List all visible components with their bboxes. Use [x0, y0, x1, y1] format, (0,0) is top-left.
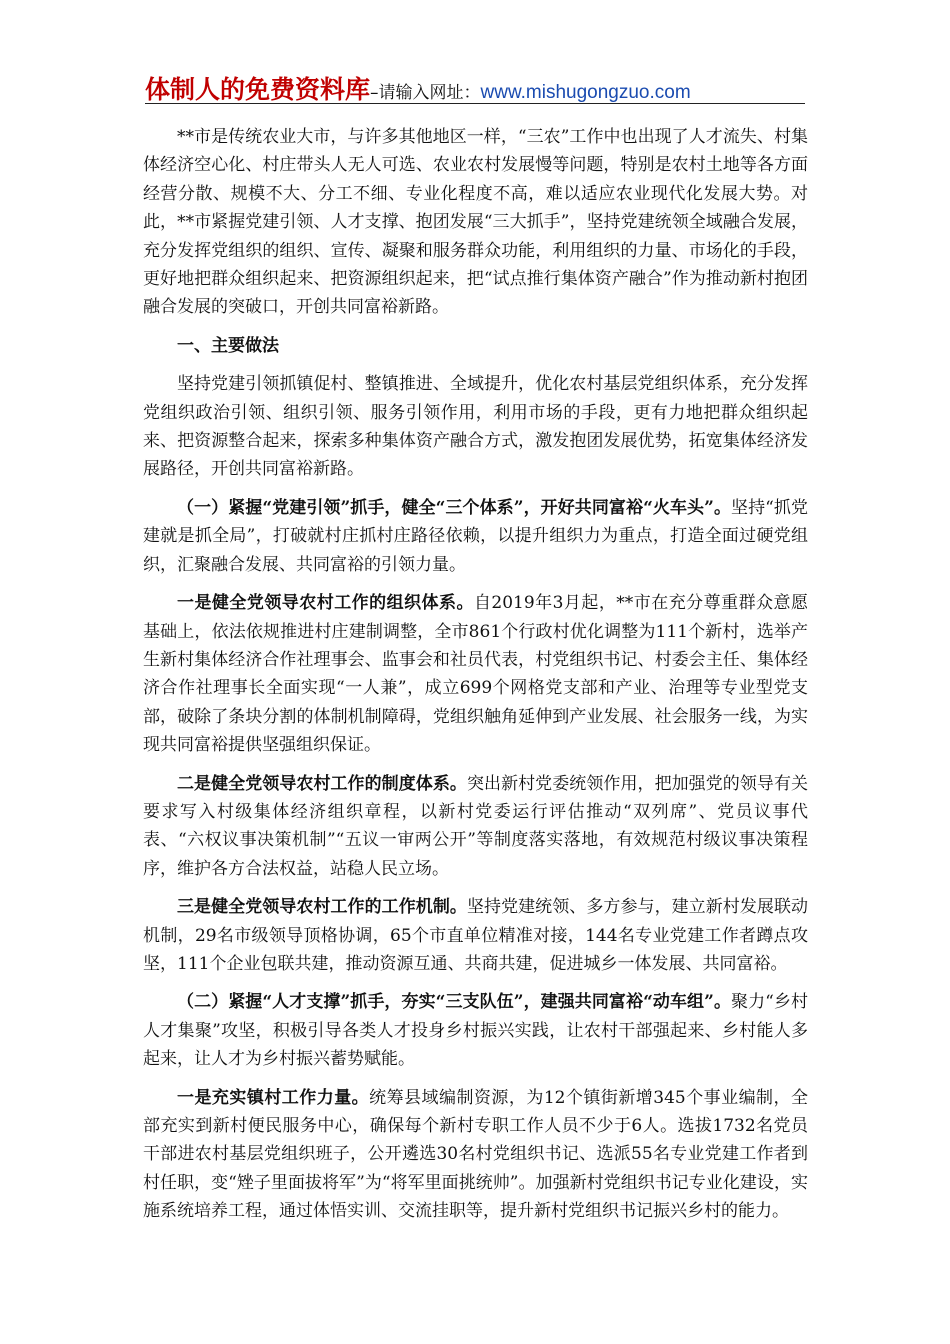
- subsection-1-body: 坚持“抓党建就是抓全局”，打破就村庄抓村庄路径依赖，以提升组织力为重点，打造全面过硬党组织，汇聚融合发展、共同富裕的引领力量。: [143, 497, 808, 575]
- header-prompt: –请输入网址：: [370, 83, 481, 103]
- subsection-2a-body: 统筹县域编制资源，为12个镇街新增345个事业编制，全部充实到新村便民服务中心，确保每个新村专职工作人员不少于6人。选拔1732名党员干部进农村基层党组织班子，公开遴选30名村党组织书记、选派55名专业党建工作者到村任职，变“矬子里面拔将军”为“将军里面挑统帅”。加强新村党组织书记专业化建设，实施系统培养工程，通过体悟实训、交流挂职等，提升新村党组织书记振兴乡村的能力。: [143, 1087, 808, 1222]
- subsection-1-paragraph: [143, 494, 808, 579]
- subsection-1a-title: 一是健全党领导农村工作的组织体系。: [177, 593, 474, 614]
- subsection-2a-title: 一是充实镇村工作力量。: [177, 1087, 370, 1108]
- subsection-1c-paragraph: [143, 893, 808, 978]
- subsection-1b-title: 二是健全党领导农村工作的制度体系。: [177, 773, 467, 794]
- subsection-1a-paragraph: [143, 589, 808, 759]
- subsection-1c-body: 坚持党建统领、多方参与，建立新村发展联动机制，29名市级领导顶格协调，65个市直单位精准对接，144名专业党建工作者蹲点攻坚，111个企业包联共建，推动资源互通、共商共建，促进城乡一体发展、共同富裕。: [143, 897, 809, 974]
- subsection-2-title: （二）紧握“人才支撑”抓手，夯实“三支队伍”，建强共同富裕“动车组”。: [177, 992, 732, 1013]
- subsection-1b-paragraph: [143, 770, 808, 884]
- document-body: [143, 123, 808, 1226]
- subsection-1c-title: 三是健全党领导农村工作的工作机制。: [177, 897, 467, 918]
- subsection-2a-paragraph: [143, 1084, 808, 1226]
- subsection-1a-body: 自2019年3月起，**市在充分尊重群众意愿基础上，依法依规推进村庄建制调整，全市861个行政村优化调整为111个新村，选举产生新村集体经济合作社理事会、监事会和社员代表，村党组织书记、村委会主任、集体经济合作社理事长全面实现“一人兼”，成立699个网格党支部和产业、治理等专业型党支部，破除了条块分割的体制机制障碍，党组织触角延伸到产业发展、社会服务一线，为实现共同富裕提供坚强组织保证。: [143, 593, 808, 756]
- header-url-link[interactable]: www.mishugongzuo.com: [480, 82, 691, 103]
- main-practices-paragraph: 坚持党建引领抓镇促村、整镇推进、全域提升，优化农村基层党组织体系，充分发挥党组织政治引领、组织引领、服务引领作用，利用市场的手段，更有力地把群众组织起来、把资源整合起来，探索多种集体资产融合方式，激发抱团发展优势，拓宽集体经济发展路径，开创共同富裕新路。: [143, 374, 808, 480]
- subsection-2-paragraph: [143, 988, 808, 1073]
- header-brand: 体制人的免费资料库: [145, 75, 371, 104]
- subsection-1-title: （一）紧握“党建引领”抓手，健全“三个体系”，开好共同富裕“火车头”。: [177, 497, 732, 518]
- section-heading-main-practices: 一、主要做法: [177, 335, 279, 356]
- site-header: [145, 70, 805, 104]
- subsection-2-body: 聚力“乡村人才集聚”攻坚，积极引导各类人才投身乡村振兴实践，让农村干部强起来、乡村能人多起来，让人才为乡村振兴蓄势赋能。: [143, 992, 808, 1070]
- subsection-1b-body: 突出新村党委统领作用，把加强党的领导有关要求写入村级集体经济组织章程，以新村党委运行评估推动“双列席”、党员议事代表、“六权议事决策机制”“五议一审两公开”等制度落实落地，有效规范村级议事决策程序，维护各方合法权益，站稳人民立场。: [143, 773, 809, 879]
- intro-paragraph: **市是传统农业大市，与许多其他地区一样，“三农”工作中也出现了人才流失、村集体经济空心化、村庄带头人无人可选、农业农村发展慢等问题，特别是农村土地等各方面经营分散、规模不大、分工不细、专业化程度不高，难以适应农业现代化发展大势。对此，**市紧握党建引领、人才支撑、抱团发展“三大抓手”，坚持党建统领全域融合发展，充分发挥党组织的组织、宣传、凝聚和服务群众功能，利用组织的力量、市场化的手段，更好地把群众组织起来、把资源组织起来，把“试点推行集体资产融合”作为推动新村抱团融合发展的突破口，开创共同富裕新路。: [143, 127, 808, 318]
- header-divider: [145, 103, 805, 104]
